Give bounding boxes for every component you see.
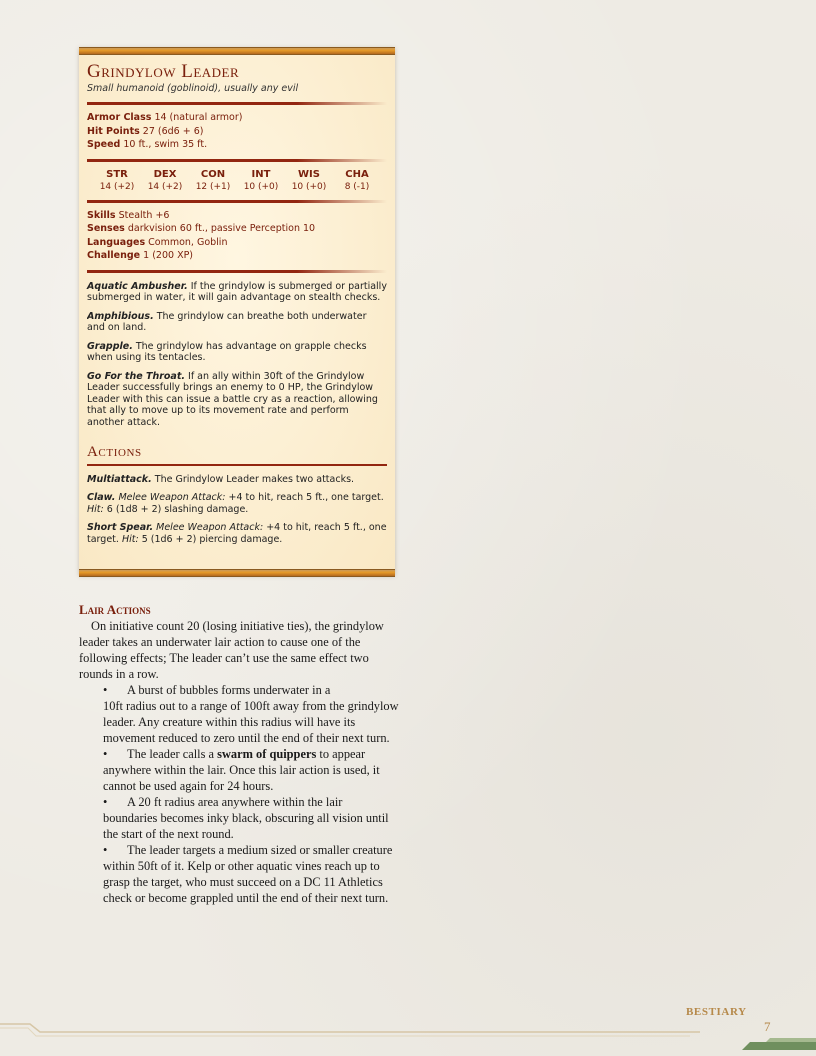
ability-str: STR 14 (+2) xyxy=(99,168,135,192)
page-number: 7 xyxy=(764,1019,771,1034)
bullet-icon: • xyxy=(103,683,108,697)
action-claw: Claw. Melee Weapon Attack: +4 to hit, reach 5 ft., one target. Hit: 6 (1d8 + 2) slashing damage. xyxy=(87,492,384,515)
ability-int: INT 10 (+0) xyxy=(243,168,279,192)
trait-go-for-the-throat: Go For the Throat. If an ally within 30ft of the Grindylow Leader successfully brings an enemy to 0 HP, the Grindylow Leader with this can issue a battle cry as a reaction, allowing that ally to move up to its movement rate and perform another attack. xyxy=(87,370,378,428)
challenge: Challenge 1 (200 XP) xyxy=(87,250,194,261)
ability-scores xyxy=(87,168,387,193)
trait-amphibious: Amphibious. The grindylow can breathe both underwater and on land. xyxy=(87,310,367,333)
armor-class: Armor Class 14 (natural armor) xyxy=(87,112,243,123)
divider xyxy=(87,270,387,273)
lair-actions-intro: On initiative count 20 (losing initiative ties), the grindylow leader takes an underwater lair action to cause one of the following effects; The leader can’t use the same effect two rounds in a row. xyxy=(79,619,384,681)
ability-cha: CHA 8 (-1) xyxy=(344,168,370,192)
divider xyxy=(87,200,387,203)
bullet-icon: • xyxy=(103,843,108,857)
lair-action-item: • A burst of bubbles forms underwater in a 10ft radius out to a range of 100ft away from the grindylow leader. Any creature within this radius will have its movement reduced to zero until the end of their next turn. xyxy=(103,683,399,745)
lair-actions-section xyxy=(79,602,399,906)
divider xyxy=(87,102,387,105)
action-short-spear: Short Spear. Melee Weapon Attack: +4 to hit, reach 5 ft., one target. Hit: 5 (1d6 + 2) piercing damage. xyxy=(87,522,387,545)
stat-block-bottom-border xyxy=(79,569,395,577)
actions-rule xyxy=(87,464,387,466)
divider xyxy=(87,159,387,162)
hit-points: Hit Points 27 (6d6 + 6) xyxy=(87,125,204,137)
bullet-icon: • xyxy=(103,795,108,809)
skills: Skills Stealth +6 xyxy=(87,209,170,221)
stat-block-top-border xyxy=(79,47,395,55)
lair-action-item: • The leader calls a swarm of quippers to appear anywhere within the lair. Once this lair action is used, it cannot be used again for 24 hours. xyxy=(103,747,380,793)
ability-dex: DEX 14 (+2) xyxy=(147,168,183,192)
ability-wis: WIS 10 (+0) xyxy=(291,168,327,192)
lair-action-item: • A 20 ft radius area anywhere within the lair boundaries becomes inky black, obscuring all vision until the start of the next round. xyxy=(103,795,389,841)
creature-name: Grindylow Leader xyxy=(87,61,240,82)
lair-action-item: • The leader targets a medium sized or smaller creature within 50ft of it. Kelp or other aquatic vines reach up to grasp the target, who must succeed on a DC 11 Athletics check or become grappled until the end of their next turn. xyxy=(103,843,393,905)
ability-con: CON 12 (+1) xyxy=(195,168,231,192)
lair-actions-title: Lair Actions xyxy=(79,602,151,617)
footer-section-label: BESTIARY xyxy=(686,1006,747,1018)
stat-block xyxy=(79,48,395,576)
creature-type: Small humanoid (goblinoid), usually any evil xyxy=(87,83,299,94)
languages: Languages Common, Goblin xyxy=(87,236,228,248)
actions-heading: Actions xyxy=(87,444,142,460)
senses: Senses darkvision 60 ft., passive Perception 10 xyxy=(87,223,316,234)
trait-aquatic-ambusher: Aquatic Ambusher. If the grindylow is submerged or partially submerged in water, it will gain advantage on stealth checks. xyxy=(87,280,387,303)
trait-grapple: Grapple. The grindylow has advantage on grapple checks when using its tentacles. xyxy=(87,340,367,363)
speed: Speed 10 ft., swim 35 ft. xyxy=(87,139,208,150)
bullet-icon: • xyxy=(103,747,108,761)
action-multiattack: Multiattack. The Grindylow Leader makes two attacks. xyxy=(87,473,355,485)
